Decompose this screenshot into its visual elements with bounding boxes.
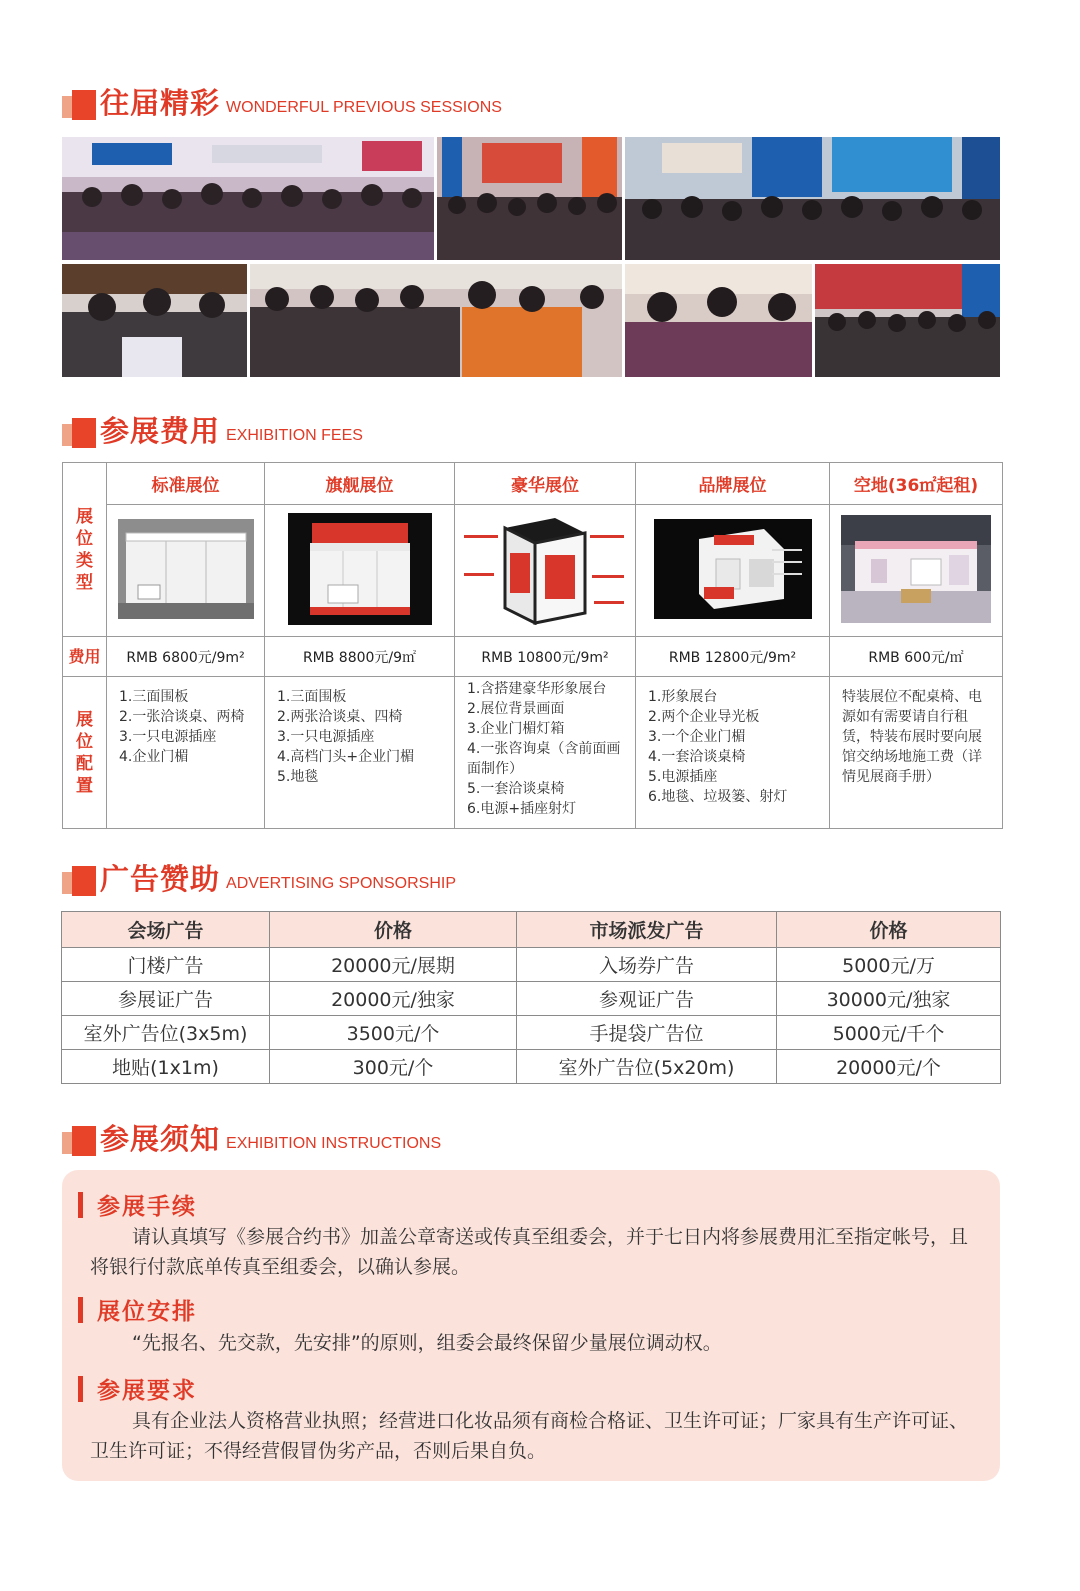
instruction-heading [78, 1188, 197, 1221]
ads-header: 价格 [777, 912, 1001, 948]
row-label-type: 展位类型 [63, 463, 107, 637]
instruction-heading [78, 1293, 197, 1326]
instruction-title: 参展要求 [97, 1378, 197, 1404]
photo-2 [437, 137, 622, 260]
booth-config-brand: 1.形象展台 2.两个企业导光板 3.一个企业门楣 4.一套洽谈桌椅 5.电源插座 6.地毯、垃圾篓、射灯 [636, 677, 830, 829]
booth-image-deluxe [455, 505, 636, 637]
instructions-panel [62, 1170, 1000, 1481]
section-title-zh: 往届精彩 [100, 86, 221, 120]
ads-cell: 3500元/个 [270, 1016, 517, 1050]
accent-bar [78, 1192, 83, 1218]
section-title-zh: 参展须知 [100, 1122, 221, 1156]
booth-price: RMB 12800元/9m² [636, 637, 830, 677]
row-label-config: 展位配置 [63, 677, 107, 829]
photo-7 [815, 264, 1000, 377]
ads-cell: 参展证广告 [62, 982, 270, 1016]
instruction-heading [78, 1372, 197, 1405]
ads-cell: 手提袋广告位 [517, 1016, 777, 1050]
ads-cell: 20000元/独家 [270, 982, 517, 1016]
booth-image-space [830, 505, 1003, 637]
booth-image-flagship [265, 505, 455, 637]
photo-5 [250, 264, 622, 377]
title-mark-icon [62, 418, 96, 448]
booth-price: RMB 8800元/9㎡ [265, 637, 455, 677]
booth-name: 豪华展位 [455, 463, 636, 505]
section-title-en: EXHIBITION INSTRUCTIONS [226, 1135, 442, 1152]
ads-cell: 300元/个 [270, 1050, 517, 1084]
photo-4 [62, 264, 247, 377]
section-title-en: ADVERTISING SPONSORSHIP [226, 875, 456, 892]
flagship-booth-image [288, 513, 432, 625]
section-title-zh: 参展费用 [100, 414, 221, 448]
ads-header: 价格 [270, 912, 517, 948]
booth-config-flagship: 1.三面围板 2.两张洽谈桌、四椅 3.一只电源插座 4.高档门头+企业门楣 5.地毯 [265, 677, 455, 829]
booth-image-brand [636, 505, 830, 637]
instruction-title: 参展手续 [97, 1194, 197, 1220]
booth-name: 标准展位 [107, 463, 265, 505]
instruction-text: 请认真填写《参展合约书》加盖公章寄送或传真至组委会，并于七日内将参展费用汇至指定帐号，且将银行付款底单传真至组委会，以确认参展。 [90, 1226, 969, 1278]
booth-name: 旗舰展位 [265, 463, 455, 505]
title-mark-icon [62, 90, 96, 120]
ads-cell: 20000元/个 [777, 1050, 1001, 1084]
photo-3 [625, 137, 1000, 260]
accent-bar [78, 1376, 83, 1402]
booth-price: RMB 600元/㎡ [830, 637, 1003, 677]
booth-name: 品牌展位 [636, 463, 830, 505]
ads-cell: 参观证广告 [517, 982, 777, 1016]
booth-config-space: 特装展位不配桌椅、电源如有需要请自行租赁，特装布展时要向展馆交纳场地施工费（详情见展商手册） [830, 677, 1003, 829]
table-row [62, 982, 1001, 1016]
title-mark-icon [62, 866, 96, 896]
ads-cell: 20000元/展期 [270, 948, 517, 982]
space-booth-image [841, 515, 991, 623]
booth-price: RMB 10800元/9m² [455, 637, 636, 677]
instruction-title: 展位安排 [97, 1299, 197, 1325]
instruction-text: 具有企业法人资格营业执照；经营进口化妆品须有商检合格证、卫生许可证；厂家具有生产许可证、卫生许可证；不得经营假冒伪劣产品，否则后果自负。 [90, 1410, 969, 1462]
fees-table [62, 462, 1003, 829]
ads-cell: 5000元/万 [777, 948, 1001, 982]
ads-table [61, 911, 1001, 1084]
row-label-fee: 费用 [63, 637, 107, 677]
photo-collage [62, 137, 1000, 377]
title-mark-icon [62, 1126, 96, 1156]
instruction-text: “先报名、先交款，先安排”的原则，组委会最终保留少量展位调动权。 [132, 1332, 722, 1354]
ads-cell: 地贴(1x1m) [62, 1050, 270, 1084]
section-title-en: WONDERFUL PREVIOUS SESSIONS [226, 99, 502, 116]
ads-cell: 30000元/独家 [777, 982, 1001, 1016]
section-title-fees [62, 408, 363, 448]
ads-header: 会场广告 [62, 912, 270, 948]
ads-cell: 5000元/千个 [777, 1016, 1001, 1050]
ads-cell: 室外广告位(3x5m) [62, 1016, 270, 1050]
section-title-ads [62, 856, 456, 896]
section-title-en: EXHIBITION FEES [226, 427, 363, 444]
ads-header: 市场派发广告 [517, 912, 777, 948]
deluxe-booth-image [460, 513, 630, 625]
ads-cell: 门楼广告 [62, 948, 270, 982]
ads-cell: 室外广告位(5x20m) [517, 1050, 777, 1084]
booth-price: RMB 6800元/9m² [107, 637, 265, 677]
exhibition-photos [62, 137, 1000, 377]
table-row [62, 948, 1001, 982]
section-title-instructions [62, 1116, 441, 1156]
accent-bar [78, 1297, 83, 1323]
booth-config-standard: 1.三面围板 2.一张洽谈桌、两椅 3.一只电源插座 4.企业门楣 [107, 677, 265, 829]
section-title-zh: 广告赞助 [100, 862, 221, 896]
booth-name: 空地(36㎡起租) [830, 463, 1003, 505]
booth-config-deluxe: 1.含搭建豪华形象展台 2.展位背景画面 3.企业门楣灯箱 4.一张咨询桌（含前面画面制作） 5.一套洽谈桌椅 6.电源+插座射灯 [455, 677, 636, 829]
standard-booth-image [118, 519, 254, 619]
photo-1 [62, 137, 434, 260]
table-row [62, 1050, 1001, 1084]
booth-image-standard [107, 505, 265, 637]
table-row [62, 1016, 1001, 1050]
ads-cell: 入场券广告 [517, 948, 777, 982]
section-title-previous [62, 80, 502, 120]
photo-6 [625, 264, 812, 377]
brand-booth-image [654, 519, 812, 619]
